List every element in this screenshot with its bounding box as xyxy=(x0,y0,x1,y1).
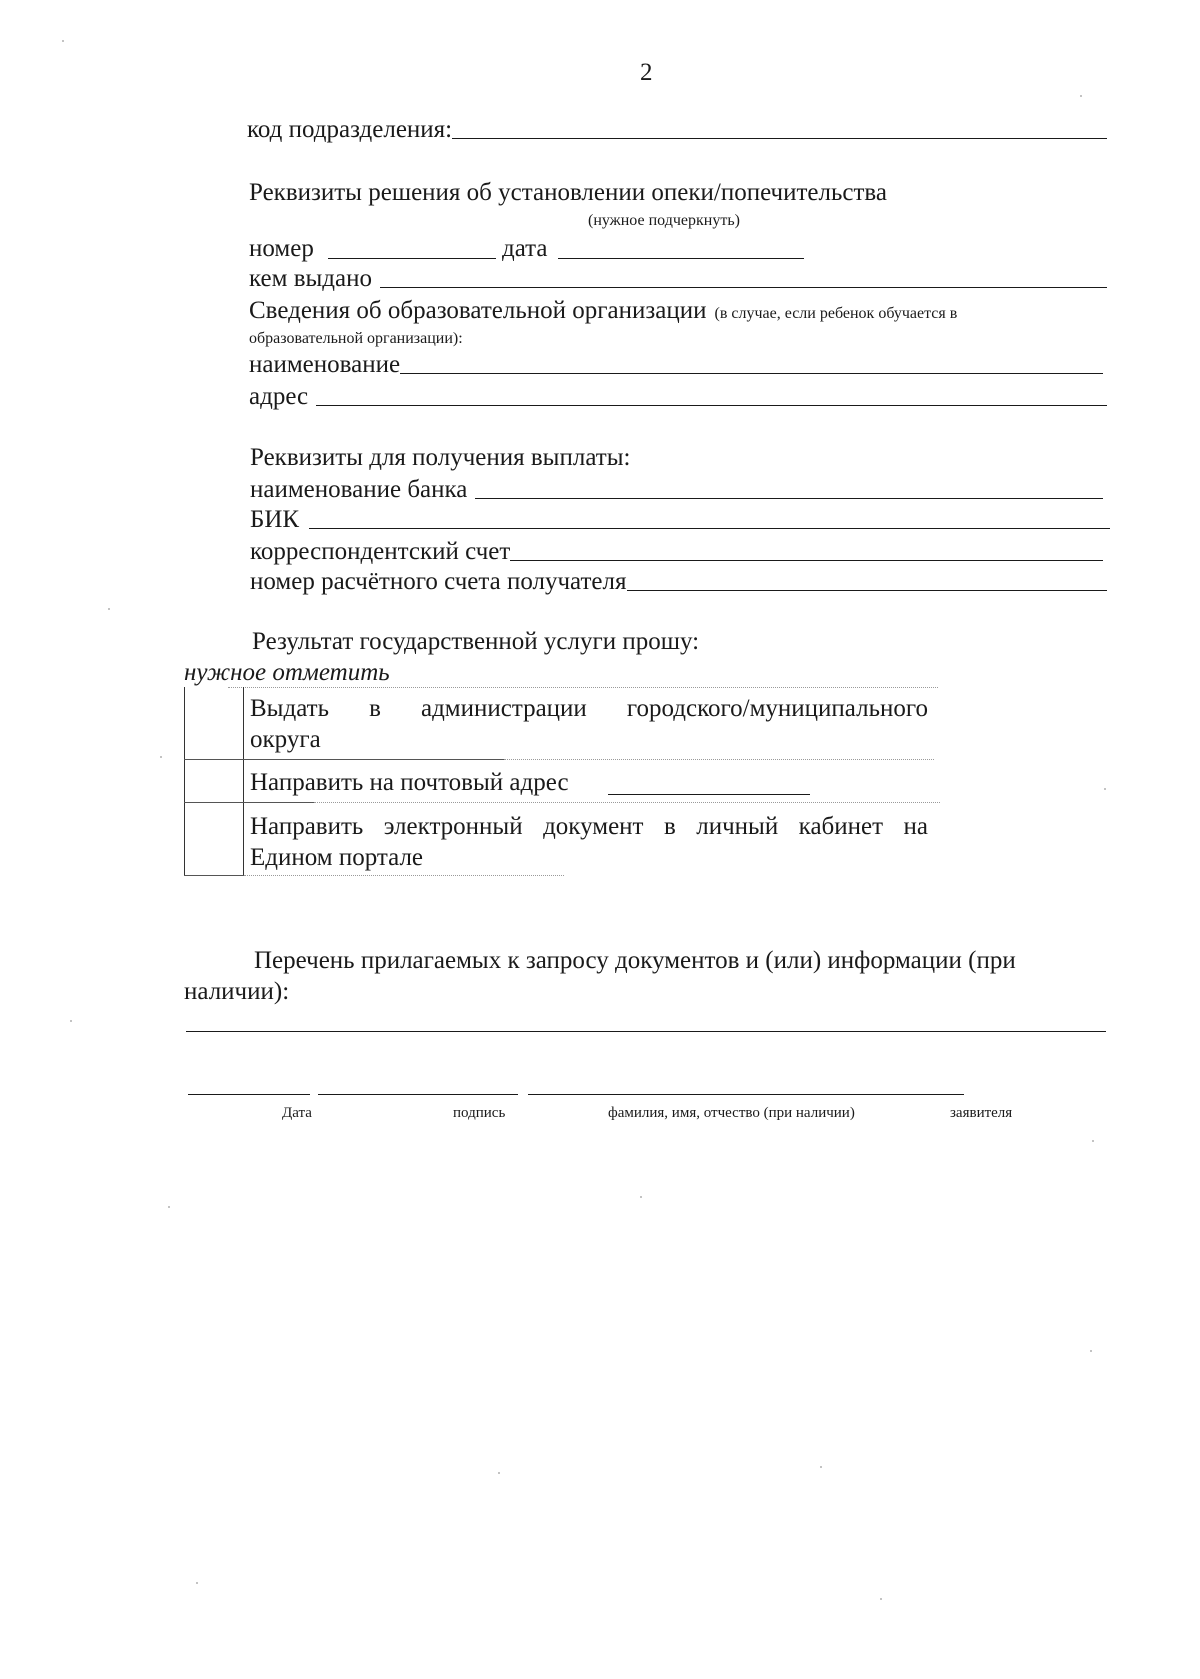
guardianship-note: (нужное подчеркнуть) xyxy=(588,212,740,229)
education-note-line2: образовательной организации): xyxy=(249,330,463,347)
bank-name-label: наименование банка xyxy=(250,476,468,503)
option-1-line1: Выдать в администрации городского/муниципального xyxy=(250,695,928,722)
subdivision-code-label: код подразделения: xyxy=(247,116,453,143)
issued-by-row xyxy=(249,264,1107,294)
scan-speck xyxy=(1090,1350,1092,1352)
education-name-field[interactable] xyxy=(400,373,1103,374)
table-left-border xyxy=(184,687,185,875)
account-field[interactable] xyxy=(627,590,1107,591)
name-signature-field[interactable] xyxy=(528,1094,964,1095)
education-note-line1: (в случае, если ребенок обучается в xyxy=(714,305,958,322)
date-signature-field[interactable] xyxy=(188,1094,310,1095)
bik-label: БИК xyxy=(250,506,300,533)
table-bottom-border-dotted xyxy=(244,875,564,876)
option-2-line1: Направить на почтовый адрес xyxy=(250,769,569,796)
education-address-field[interactable] xyxy=(316,405,1107,406)
option-checkbox-2[interactable] xyxy=(186,761,242,801)
table-row-divider-2 xyxy=(184,802,314,803)
table-row-divider-1 xyxy=(184,759,504,760)
corr-account-label: корреспондентский счет xyxy=(250,538,511,565)
option-3-line2: Едином портале xyxy=(250,844,424,871)
bank-name-row xyxy=(250,475,1103,505)
option-checkbox-3[interactable] xyxy=(186,804,242,874)
education-name-row xyxy=(249,350,1103,380)
subdivision-code-row xyxy=(247,115,1107,145)
sign-signature-field[interactable] xyxy=(318,1094,518,1095)
page-number: 2 xyxy=(640,59,653,86)
payment-heading: Реквизиты для получения выплаты: xyxy=(250,444,631,471)
option-3-line1: Направить электронный документ в личный кабинет на xyxy=(250,813,928,840)
table-row-divider-2-dotted xyxy=(314,802,940,803)
guardianship-date-label: дата xyxy=(502,235,548,262)
guardianship-number-field[interactable] xyxy=(328,258,496,259)
education-address-label: адрес xyxy=(249,383,309,410)
table-column-divider xyxy=(243,687,244,875)
scan-speck xyxy=(1080,95,1082,97)
option-checkbox-1[interactable] xyxy=(186,689,242,758)
account-label: номер расчётного счета получателя xyxy=(250,568,627,595)
education-heading-line xyxy=(249,296,957,326)
scan-speck xyxy=(62,40,64,42)
scan-speck xyxy=(820,1466,822,1468)
option-1-line2: округа xyxy=(250,726,321,753)
date-caption: Дата xyxy=(282,1105,312,1121)
attachments-line2: наличии): xyxy=(184,978,290,1005)
issued-by-label: кем выдано xyxy=(249,265,372,292)
result-instruction: нужное отметить xyxy=(184,659,390,686)
education-address-row xyxy=(249,382,1107,412)
education-heading: Сведения об образовательной организации xyxy=(249,297,707,324)
table-top-border xyxy=(228,687,938,688)
scan-speck xyxy=(1104,788,1106,790)
sign-caption: подпись xyxy=(453,1105,506,1121)
subdivision-code-field[interactable] xyxy=(452,138,1107,139)
name-caption: фамилия, имя, отчество (при наличии) xyxy=(608,1105,855,1121)
result-heading: Результат государственной услуги прошу: xyxy=(252,628,700,655)
scan-speck xyxy=(196,1582,198,1584)
table-row-divider-1-dotted xyxy=(504,759,934,760)
guardianship-date-field[interactable] xyxy=(558,258,804,259)
scan-speck xyxy=(168,1206,170,1208)
attachments-line1: Перечень прилагаемых к запросу документов и (или) информации (при xyxy=(254,947,1016,974)
corr-account-field[interactable] xyxy=(510,560,1103,561)
education-name-label: наименование xyxy=(249,351,401,378)
scan-speck xyxy=(880,1598,882,1600)
issued-by-field[interactable] xyxy=(380,287,1107,288)
attachments-field[interactable] xyxy=(186,1031,1106,1032)
table-bottom-border xyxy=(184,875,244,876)
scan-speck xyxy=(108,608,110,610)
bank-name-field[interactable] xyxy=(475,498,1103,499)
scan-speck xyxy=(640,1196,642,1198)
postal-address-field[interactable] xyxy=(608,794,810,795)
guardianship-heading: Реквизиты решения об установлении опеки/попечительства xyxy=(249,179,888,206)
applicant-caption: заявителя xyxy=(950,1105,1013,1121)
scan-speck xyxy=(160,756,162,758)
scan-speck xyxy=(498,1472,500,1474)
guardianship-number-label: номер xyxy=(249,235,314,262)
scan-speck xyxy=(1092,1140,1094,1142)
scan-speck xyxy=(70,1020,72,1022)
bik-field[interactable] xyxy=(309,528,1110,529)
account-row xyxy=(250,567,1107,597)
corr-account-row xyxy=(250,537,1103,567)
bik-row xyxy=(250,505,1110,535)
